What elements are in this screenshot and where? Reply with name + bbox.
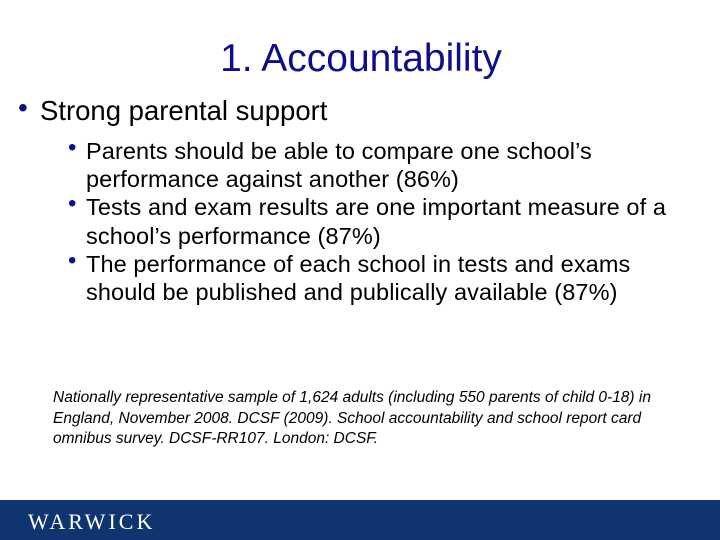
bullet-dot-icon: •	[68, 246, 77, 274]
sub-bullet-text: Parents should be able to compare one school’s performance against another (86%)	[86, 138, 592, 193]
sub-bullet-item	[68, 134, 700, 193]
main-bullet	[18, 94, 327, 128]
citation-text: Nationally representative sample of 1,624 adults (including 550 parents of child 0-18) in England, November 2008. DCSF (2009). School accountability and school report card omnibus survey. DCSF-RR107. London: DCSF.	[53, 389, 651, 447]
sub-bullet-text: Tests and exam results are one important measure of a school’s performance (87%)	[86, 194, 667, 249]
sub-bullet-item	[68, 246, 700, 306]
slide-title: 1. Accountability	[220, 37, 502, 80]
bullet-dot-icon: •	[68, 190, 77, 218]
warwick-logo: WARWICK	[28, 509, 156, 534]
bullet-dot-icon: •	[18, 92, 28, 123]
main-bullet-text: Strong parental support	[40, 95, 328, 126]
sub-bullet-item	[68, 190, 700, 249]
sub-bullet-list	[68, 134, 700, 306]
sub-bullet-text: The performance of each school in tests and exams should be published and publically available (87%)	[86, 250, 631, 306]
bullet-dot-icon: •	[68, 134, 77, 161]
